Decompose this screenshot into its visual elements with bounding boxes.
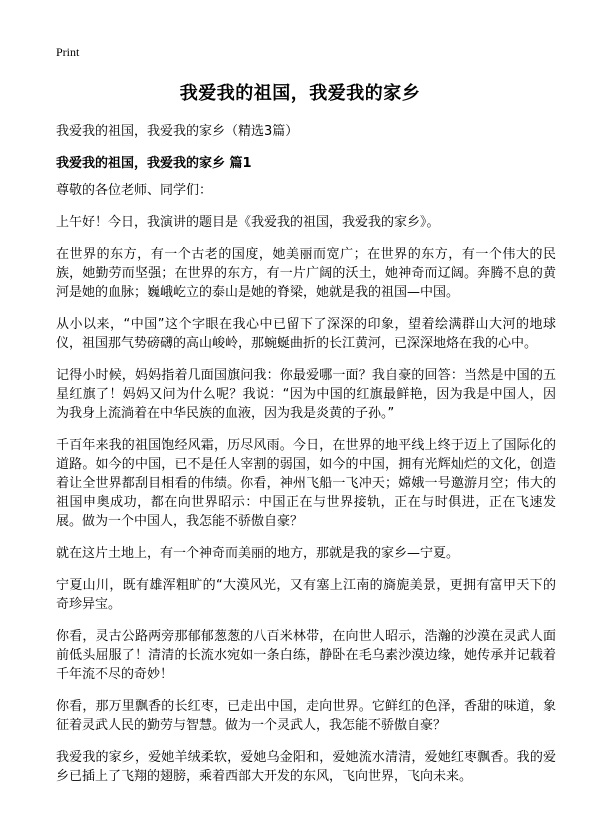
print-link[interactable]: Print — [56, 45, 80, 59]
paragraph: 就在这片土地上，有一个神奇而美丽的地方，那就是我的家乡—宁夏。 — [56, 546, 460, 561]
article-body — [56, 181, 556, 799]
document-subtitle: 我爱我的祖国，我爱我的家乡（精选3篇） — [56, 124, 299, 139]
paragraph: 从小以来，“中国”这个字眼在我心中已留下了深深的印象，望着绘满群山大河的地球仪，祖国那气势磅礴的高山峻岭，那蜿蜒曲折的长江黄河，已深深地烙在我的心中。 — [56, 317, 556, 351]
paragraph: 你看，那万里飘香的长红枣，已走出中国，走向世界。它鲜红的色泽，香甜的味道，象征着灵武人民的勤劳与智慧。做为一个灵武人，我怎能不骄傲自豪？ — [56, 699, 556, 733]
paragraph-intro: 上午好！今日，我演讲的题目是《我爱我的祖国，我爱我的家乡》。 — [56, 215, 440, 230]
paragraph: 千百年来我的祖国饱经风霜，历尽风雨。今日，在世界的地平线上终于迈上了国际化的道路。如今的中国，已不是任人宰割的弱国，如今的中国，拥有光辉灿烂的文化，创造着让全世界都刮目相看的伟绩。你看，神州飞船一飞冲天；嫦娥一号邀游月空；伟大的祖国申奥成功，都在向世界昭示：中国正在与世界接轨，正在与时俱进，正在飞速发展。做为一个中国人，我怎能不骄傲自豪？ — [56, 438, 556, 529]
paragraph: 你看，灵古公路两旁那郁郁葱葱的八百米林带，在向世人昭示，浩瀚的沙漠在灵武人面前低头屈服了！清清的长流水宛如一条白练，静卧在毛乌素沙漠边缘，她传承并记载着千年流不尽的奇妙！ — [56, 629, 556, 682]
paragraph: 宁夏山川，既有雄浑粗旷的“大漠风光，又有塞上江南的旖旎美景，更拥有富甲天下的奇珍异宝。 — [56, 578, 556, 612]
paragraph: 记得小时候，妈妈指着几面国旗问我：你最爱哪一面？我自豪的回答：当然是中国的五星红旗了！妈妈又问为什么呢？我说：“因为中国的红旗最鲜艳，因为我是中国人，因为我身上流淌着在中华民族的血液，因为我是炎黄的子孙。” — [56, 368, 556, 421]
page-title: 我爱我的祖国，我爱我的家乡 — [179, 83, 421, 104]
paragraph-greeting: 尊敬的各位老师、同学们： — [56, 183, 213, 198]
paragraph: 在世界的东方，有一个古老的国度，她美丽而宽广；在世界的东方，有一个伟大的民族，她勤劳而坚强；在世界的东方，有一片广阔的沃土，她神奇而辽阔。奔腾不息的黄河是她的血脉；巍峨屹立的泰山是她的脊梁，她就是我的祖国—中国。 — [56, 247, 556, 300]
section-heading: 我爱我的祖国，我爱我的家乡 篇1 — [56, 156, 252, 171]
paragraph: 我爱我的家乡，爱她羊绒柔软，爱她乌金阳和，爱她流水清清，爱她红枣飘香。我的爱乡已插上了飞翔的翅膀，乘着西部大开发的东风，飞向世界，飞向未来。 — [56, 750, 556, 784]
